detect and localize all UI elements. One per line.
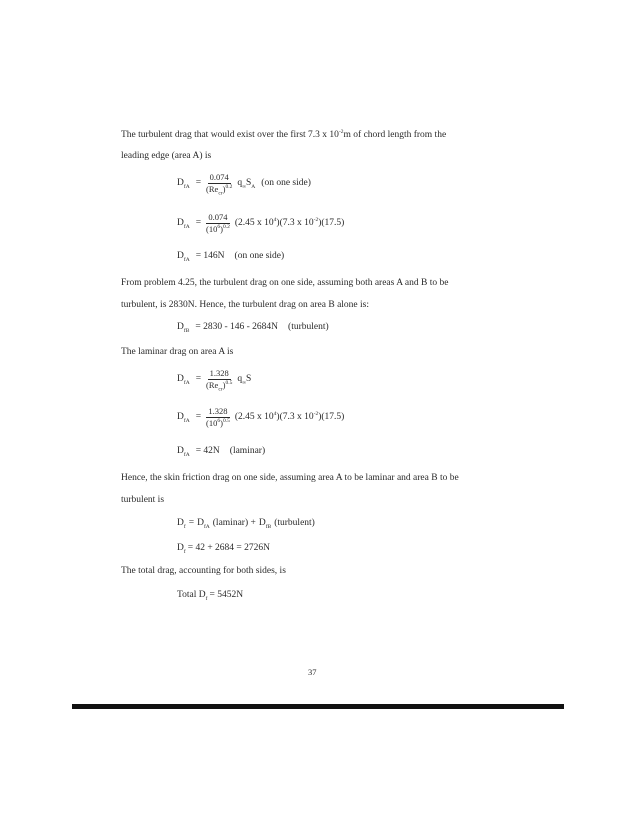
eq2-equals: = [195,218,202,228]
equation-4 [177,322,329,332]
eq1-note: (on one side) [261,178,311,189]
eq6-lhs: $D_{fA}$ [177,412,190,424]
eq6-numerator: 1.328 [208,406,228,416]
eq5-rhs: $q_\infty S$ [237,374,252,386]
paragraph-2-line-1: From problem 4.25, the turbulent drag on one side, assuming both areas A and B to be [121,278,449,288]
eq6-fraction [204,407,232,427]
eq5-numerator: 1.328 [209,368,229,378]
eq2-numerator: 0.074 [208,212,228,222]
equation-3 [177,251,284,261]
eq8-term2: $D_{fB}$ [258,518,272,530]
equation-10 [177,590,243,600]
page-number: 37 [308,667,317,677]
paragraph-1-line-1: The turbulent drag that would exist over the first 7.3 x $10^{-2}m$ of chord length from the [121,128,447,140]
eq10-lhs: Total $D_f$ [177,590,208,602]
paragraph-5: The total drag, accounting for both sides, is [121,566,286,576]
eq7-lhs: $D_{fA}$ [177,446,190,458]
eq8-term2-note: (turbulent) [274,518,315,528]
equation-5 [177,368,252,393]
eq4-rhs: = 2830 - 146 - 2684N [195,322,279,332]
eq1-fraction [204,172,234,197]
eq7-note: (laminar) [229,446,266,456]
eq2-fraction [204,213,232,233]
eq1-denominator: $(Re_{cr})^{0.2}$ [206,183,233,197]
eq6-rhs: (2.45 x $10^4)(7.3$ x $10^{-2})(17.5)$ [234,410,345,422]
eq8-term1-note: (laminar) + [212,518,256,528]
eq9-lhs: $D_f$ [177,543,186,555]
eq1-equals: = [195,178,202,189]
eq3-rhs: = 146N [195,251,225,261]
eq1-rhs: $q_\infty S_A$ [237,178,256,190]
eq1-numerator: 0.074 [209,172,229,182]
equation-7 [177,446,265,456]
equation-1 [177,172,311,197]
eq5-fraction [204,368,234,393]
paragraph-4-line-2: turbulent is [121,495,165,505]
eq4-note: (turbulent) [288,322,329,332]
eq5-equals: = [195,374,202,385]
equation-8 [177,518,315,528]
eq3-note: (on one side) [234,251,285,261]
eq2-rhs: (2.45 x $10^4)(7.3$ x $10^{-2})(17.5)$ [234,216,345,228]
eq8-term1: $D_{fA}$ [197,518,210,530]
eq1-lhs: $D_{fA}$ [177,178,190,190]
paragraph-3: The laminar drag on area A is [121,347,234,357]
eq9-rhs: = 42 + 2684 = 2726N [187,543,271,553]
eq2-denominator: $(10^6)^{0.2}$ [206,223,230,234]
footer-rule [72,704,564,709]
eq5-lhs: $D_{fA}$ [177,374,190,386]
eq5-denominator: $(Re_{cr})^{0.5}$ [206,379,233,393]
eq7-rhs: = 42N [195,446,220,456]
eq4-lhs: $D_{fB}$ [177,322,190,334]
eq6-equals: = [195,412,202,422]
paragraph-2-line-2: turbulent, is 2830N. Hence, the turbulent drag on area B alone is: [121,300,369,310]
equation-9 [177,543,270,553]
eq6-denominator: $(10^6)^{0.5}$ [206,417,230,428]
eq10-rhs: = 5452N [209,590,244,600]
paragraph-4-line-1: Hence, the skin friction drag on one side, assuming area A to be laminar and area B to be [121,473,459,483]
equation-2 [177,213,344,233]
paragraph-1-line-2: leading edge (area A) is [121,151,212,161]
eq8-equals: = [188,518,195,528]
eq3-lhs: $D_{fA}$ [177,251,190,263]
equation-6 [177,407,344,427]
eq8-lhs: $D_f$ [177,518,186,530]
eq2-lhs: $D_{fA}$ [177,218,190,230]
